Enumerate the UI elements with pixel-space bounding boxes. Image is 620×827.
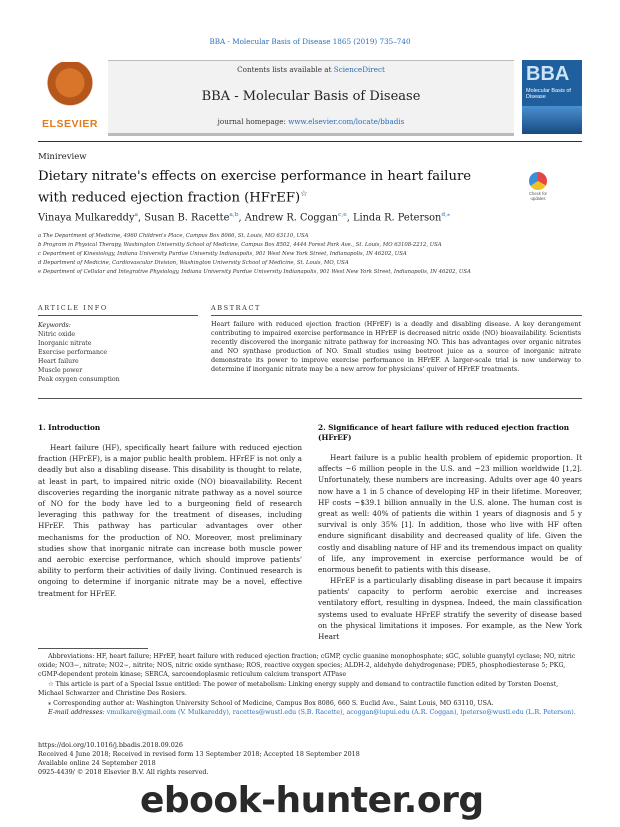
keyword: Heart failure xyxy=(38,358,79,365)
abstract-divider xyxy=(211,315,582,316)
elsevier-logo xyxy=(38,60,102,136)
author-aff[interactable]: a xyxy=(134,212,139,218)
elsevier-tree-icon xyxy=(44,62,96,114)
crossmark-label: Check for updates xyxy=(529,191,547,201)
article-title-text: Dietary nitrate's effects on exercise performance in heart failure with reduced ejection fraction (HFrEF) xyxy=(38,169,472,206)
cover-graphic xyxy=(522,106,582,134)
author-aff[interactable]: c,e xyxy=(338,212,347,218)
affiliation: b Program in Physical Therapy, Washington University School of Medicine, Campus Box 8502, 4444 Forest Park Ave., St. Louis, MO 63108-2212, USA xyxy=(38,242,442,248)
affiliation: c Department of Kinesiology, Indiana University Purdue University Indianapolis, 901 West New York Street, Indianapolis, IN 46202, USA xyxy=(38,251,407,257)
contents-prefix: Contents lists available at xyxy=(237,65,334,74)
copyright: 0925-4439/ © 2018 Elsevier B.V. All rights reserved. xyxy=(38,768,209,776)
article-info-divider xyxy=(38,315,198,316)
affiliation: e Department of Cellular and Integrative Physiology, Indiana University Purdue University Indianapolis, 901 West New York Street, Indianapolis, IN 46202, USA xyxy=(38,269,471,275)
journal-name: BBA - Molecular Basis of Disease xyxy=(201,89,421,104)
section-2-paragraph-1: Heart failure is a public health problem of epidemic proportion. It affects ~6 million people in the U.S. and ~23 million worldwide [1,2]. Unfortunately, these numbers are increasing. Adults over age 40 years now have a 1 in 5 chance of developing HF in their lifetime. Moreover, HF costs ~$39.1 billion annually in the U.S. alone. The human cost is great as well: 40% of patients die within 1 years of diagnosis and 5 y survival is only 35% [1]. In addition, those who live with HF often endure significant disability and decreased quality of life. Given the costly and disabling nature of HF and its tremendous impact on quality of life, any improvement in exercise performance would be of enormous benefit to patients with this disease. xyxy=(318,453,582,575)
footnote-divider xyxy=(38,648,148,649)
author-list: Vinaya Mulkareddy$^a$, Susan B. Racette$^{a,b}$, Andrew R. Coggan$^{c,e}$, Linda R. Peterson$^{d,⁎}$ xyxy=(38,212,450,224)
cover-subtitle: Molecular Basis of Disease xyxy=(526,88,571,100)
keyword: Muscle power xyxy=(38,367,83,374)
keyword: Inorganic nitrate xyxy=(38,340,92,347)
article-info-heading: ARTICLE INFO xyxy=(38,304,108,312)
contents-line xyxy=(108,65,514,74)
crossmark-badge[interactable] xyxy=(524,172,552,202)
author-name[interactable]: Linda R. Peterson xyxy=(352,212,442,224)
keyword: Peak oxygen consumption xyxy=(38,376,120,383)
journal-citation[interactable]: BBA - Molecular Basis of Disease 1865 (2019) 735–740 xyxy=(209,37,411,46)
cover-title: BBA xyxy=(526,63,570,85)
abstract-bottom-divider xyxy=(38,398,582,399)
crossmark-icon xyxy=(529,172,547,190)
header-divider xyxy=(38,141,582,142)
keywords-label: Keywords: xyxy=(38,322,71,329)
homepage-link[interactable]: www.elsevier.com/locate/bbadis xyxy=(288,117,405,126)
journal-banner xyxy=(108,60,514,136)
corresponding-author-footnote: ⁎ Corresponding author at: Washington University School of Medicine, Campus Box 8086, 660 S. Euclid Ave., Saint Louis, MO 63110, USA. xyxy=(48,700,494,707)
email-footnote xyxy=(38,708,582,717)
keyword: Exercise performance xyxy=(38,349,108,356)
sciencedirect-link[interactable]: ScienceDirect xyxy=(333,65,385,74)
article-title xyxy=(38,168,478,206)
journal-cover xyxy=(522,60,582,134)
author-aff[interactable]: d,⁎ xyxy=(441,212,450,218)
section-1-heading: 1. Introduction xyxy=(38,423,101,432)
article-type: Minireview xyxy=(38,152,87,162)
email-label: E-mail addresses: xyxy=(48,709,105,716)
masthead xyxy=(38,60,582,138)
author-aff[interactable]: a,b xyxy=(229,212,239,218)
homepage-line xyxy=(108,117,514,126)
elsevier-wordmark: ELSEVIER xyxy=(42,118,98,130)
received-dates: Received 4 June 2018; Received in revised form 13 September 2018; Accepted 18 September 2018 xyxy=(38,750,360,758)
section-1-paragraph: Heart failure (HF), specifically heart failure with reduced ejection fraction (HFrEF), is a major public health problem. HFrEF is not only a deadly but also a disabling disease. This disability is thought to relate, at least in part, to impaired nitric oxide (NO) bioavailability. Recent discoveries regarding the inorganic nitrate pathway as a novel source of NO for the body have led to a burgeoning field of research leveraging this pathway for the treatment of diseases, including HFrEF. This pathway has particular advantages over other mechanisms for the production of NO. Moreover, most preliminary studies show that inorganic nitrate can increase both muscle power and aerobic exercise performance, which should improve patients' ability to perform their activities of daily living. Continued research is ongoing to determine if inorganic nitrate may be a novel, effective treatment for HFrEF. xyxy=(38,443,302,598)
available-online: Available online 24 September 2018 xyxy=(38,759,156,767)
special-issue-footnote: ☆ This article is part of a Special Issue entitled: The power of metabolism: Linking energy supply and demand to contractile function edited by Torsten Doenst, Michael Schwarzer and Christine Des Rosiers. xyxy=(38,681,559,697)
keyword: Nitric oxide xyxy=(38,331,76,338)
author-name[interactable]: Vinaya Mulkareddy xyxy=(38,212,135,224)
section-2-paragraph-2: HFrEF is a particularly disabling disease in part because it impairs patients' capacity to perform aerobic exercise and increases ventilatory effort, resulting in dyspnea. Indeed, the main classification systems used to evaluate HFrEF stratify the severity of disease based on the physical limitations it imposes. For example, as the New York Heart xyxy=(318,576,582,642)
homepage-prefix: journal homepage: xyxy=(217,117,289,126)
doi-link[interactable]: https://doi.org/10.1016/j.bbadis.2018.09.026 xyxy=(38,741,183,749)
section-2-heading: 2. Significance of heart failure with reduced ejection fraction (HFrEF) xyxy=(318,423,570,442)
abbreviations-footnote: Abbreviations: HF, heart failure; HFrEF, heart failure with reduced ejection fraction; cGMP, cyclic guanine monophosphate; sGC, soluble guanylyl cyclase; NO, nitric oxide; NO3−, nitrate; NO2−, nitrite; NOS, nitric oxide synthase; ROS, reactive oxygen species; ALDH-2, aldehyde dehydrogenase; PDE5, phosphodiesterase 5; PKG, cGMP-dependent protein kinase; SERCA, sarcoendoplasmic reticulum calcium transport ATPase xyxy=(38,653,576,678)
affiliation: d Department of Medicine, Cardiovascular Division, Washington University School of Medicine, St. Louis, MO, USA xyxy=(38,260,349,266)
author-name[interactable]: Susan B. Racette xyxy=(144,212,230,224)
email-addresses[interactable]: vmulkare@gmail.com (V. Mulkareddy), racettes@wustl.edu (S.B. Racette), acoggan@iupui.edu (A.R. Coggan), lpeterso@wustl.edu (L.R. Peterson). xyxy=(106,709,576,716)
watermark: ebook-hunter.org xyxy=(140,780,484,821)
abstract-heading: ABSTRACT xyxy=(211,304,261,312)
affiliation: a The Department of Medicine, 4960 Children's Place, Campus Box 8066, St. Louis, MO 63110, USA xyxy=(38,233,309,239)
title-footnote-mark[interactable]: ☆ xyxy=(300,189,308,198)
author-name[interactable]: Andrew R. Coggan xyxy=(244,212,339,224)
abstract-text: Heart failure with reduced ejection fraction (HFrEF) is a deadly and disabling disease. A key derangement contributing to impaired exercise performance in HFrEF is decreased nitric oxide (NO) bioavailability. Scientists recently discovered the inorganic nitrate pathway for increasing NO. This has advantages over organic nitrates and NO synthase production of NO. Small studies using beetroot juice as a source of inorganic nitrate demonstrate its power to improve exercise performance in HFrEF. A larger-scale trial is now underway to determine if inorganic nitrate may be a new arrow for physicians' quiver of HFrEF treatments. xyxy=(211,320,581,373)
